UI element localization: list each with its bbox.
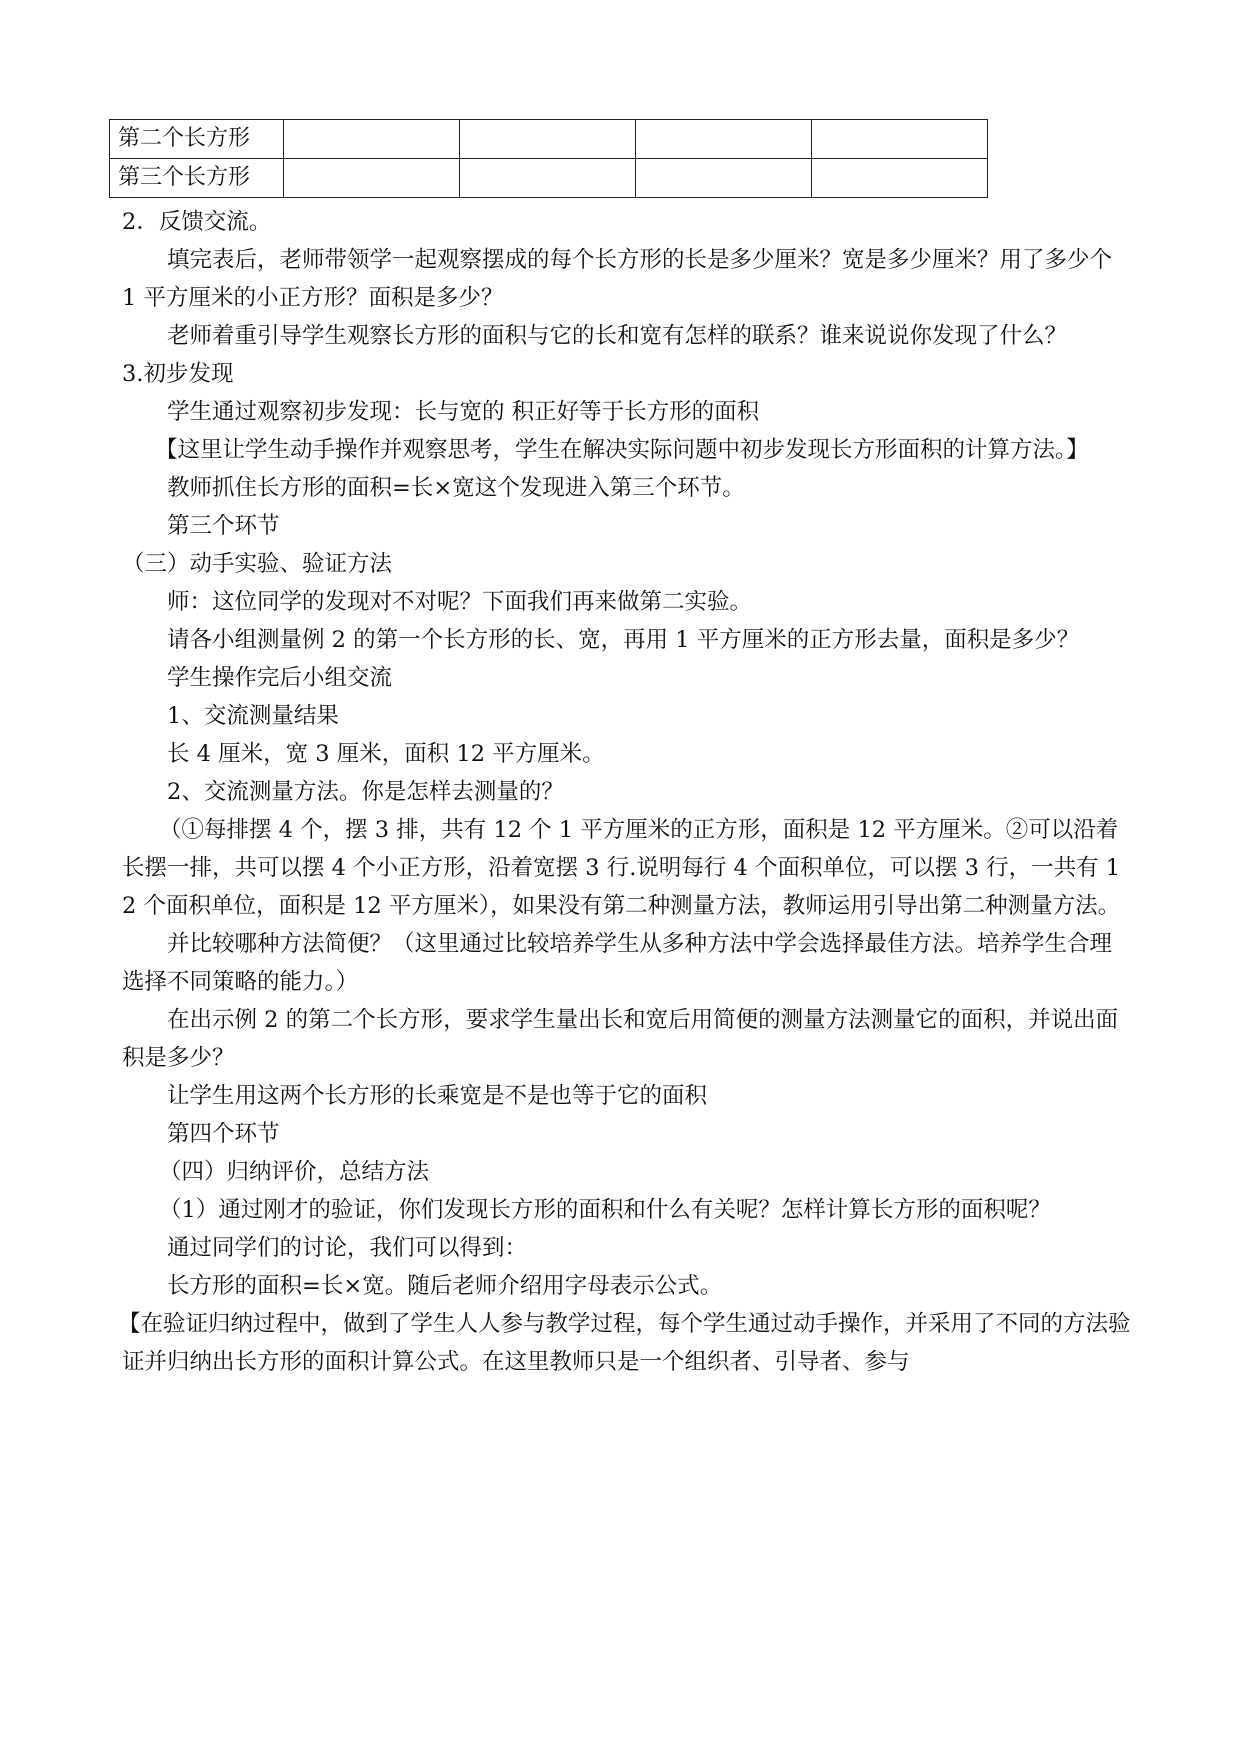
paragraph: 2．反馈交流。 <box>122 209 272 235</box>
section-heading: 第三个环节 <box>167 513 280 539</box>
table-cell <box>284 159 460 198</box>
paragraph: 老师着重引导学生观察长方形的面积与它的长和宽有怎样的联系？谁来说说你发现了什么？ <box>167 323 1068 349</box>
data-table <box>109 119 988 198</box>
section-heading: （三）动手实验、验证方法 <box>122 551 393 577</box>
table-cell <box>812 120 988 159</box>
annotation: 【这里让学生动手操作并观察思考，学生在解决实际问题中初步发现长方形面积的计算方法。】 <box>155 437 1089 463</box>
paragraph: （①每排摆 4 个，摆 3 排，共有 12 个 1 平方厘米的正方形，面积是 12 平方厘米。②可以沿着长摆一排，共可以摆 4 个小正方形，沿着宽摆 3 行.说明每行 4 个面积单位，可以摆 3 行，一共有 12 个面积单位，面积是 12 平方厘米），如果没有第二种测量方法，教师运用引导出第二种测量方法。 <box>122 817 1121 919</box>
section-heading: 第四个环节 <box>167 1121 280 1147</box>
row-label: 第二个长方形 <box>110 120 284 159</box>
paragraph: 请各小组测量例 2 的第一个长方形的长、宽，再用 1 平方厘米的正方形去量，面积是多少？ <box>167 627 1080 653</box>
paragraph: 1、交流测量结果 <box>167 703 339 729</box>
paragraph: 长方形的面积=长×宽。随后老师介绍用字母表示公式。 <box>167 1273 723 1299</box>
paragraph: 教师抓住长方形的面积=长×宽这个发现进入第三个环节。 <box>167 475 745 501</box>
paragraph: 在出示例 2 的第二个长方形，要求学生量出长和宽后用简便的测量方法测量它的面积，并说出面积是多少？ <box>122 1007 1119 1071</box>
paragraph: 2、交流测量方法。你是怎样去测量的？ <box>167 779 564 805</box>
paragraph: 学生通过观察初步发现：长与宽的 积正好等于长方形的面积 <box>167 399 760 425</box>
paragraph: 通过同学们的讨论，我们可以得到： <box>167 1235 528 1261</box>
table-row <box>110 120 988 159</box>
paragraph: 并比较哪种方法简便？（这里通过比较培养学生从多种方法中学会选择最佳方法。培养学生合理选择不同策略的能力。） <box>122 931 1113 995</box>
paragraph: 师：这位同学的发现对不对呢？下面我们再来做第二实验。 <box>167 589 753 615</box>
section-heading: （四）归纳评价，总结方法 <box>159 1159 430 1185</box>
table-cell <box>812 159 988 198</box>
table-cell <box>460 120 636 159</box>
table-cell <box>636 159 812 198</box>
body-text <box>118 203 1132 1381</box>
paragraph: 填完表后，老师带领学一起观察摆成的每个长方形的长是多少厘米？宽是多少厘米？用了多少个 1 平方厘米的小正方形？面积是多少？ <box>122 247 1113 311</box>
paragraph: 让学生用这两个长方形的长乘宽是不是也等于它的面积 <box>167 1083 708 1109</box>
table-cell <box>284 120 460 159</box>
table-row <box>110 159 988 198</box>
table-cell <box>636 120 812 159</box>
row-label: 第三个长方形 <box>110 159 284 198</box>
paragraph: 长 4 厘米，宽 3 厘米，面积 12 平方厘米。 <box>167 741 605 767</box>
paragraph: （1）通过刚才的验证，你们发现长方形的面积和什么有关呢？怎样计算长方形的面积呢？ <box>159 1197 1051 1223</box>
section-heading: 3.初步发现 <box>122 361 234 387</box>
table-cell <box>460 159 636 198</box>
paragraph: 学生操作完后小组交流 <box>167 665 393 691</box>
annotation: 【在验证归纳过程中，做到了学生人人参与教学过程，每个学生通过动手操作，并采用了不同的方法验证并归纳出长方形的面积计算公式。在这里教师只是一个组织者、引导者、参与 <box>118 1311 1131 1375</box>
